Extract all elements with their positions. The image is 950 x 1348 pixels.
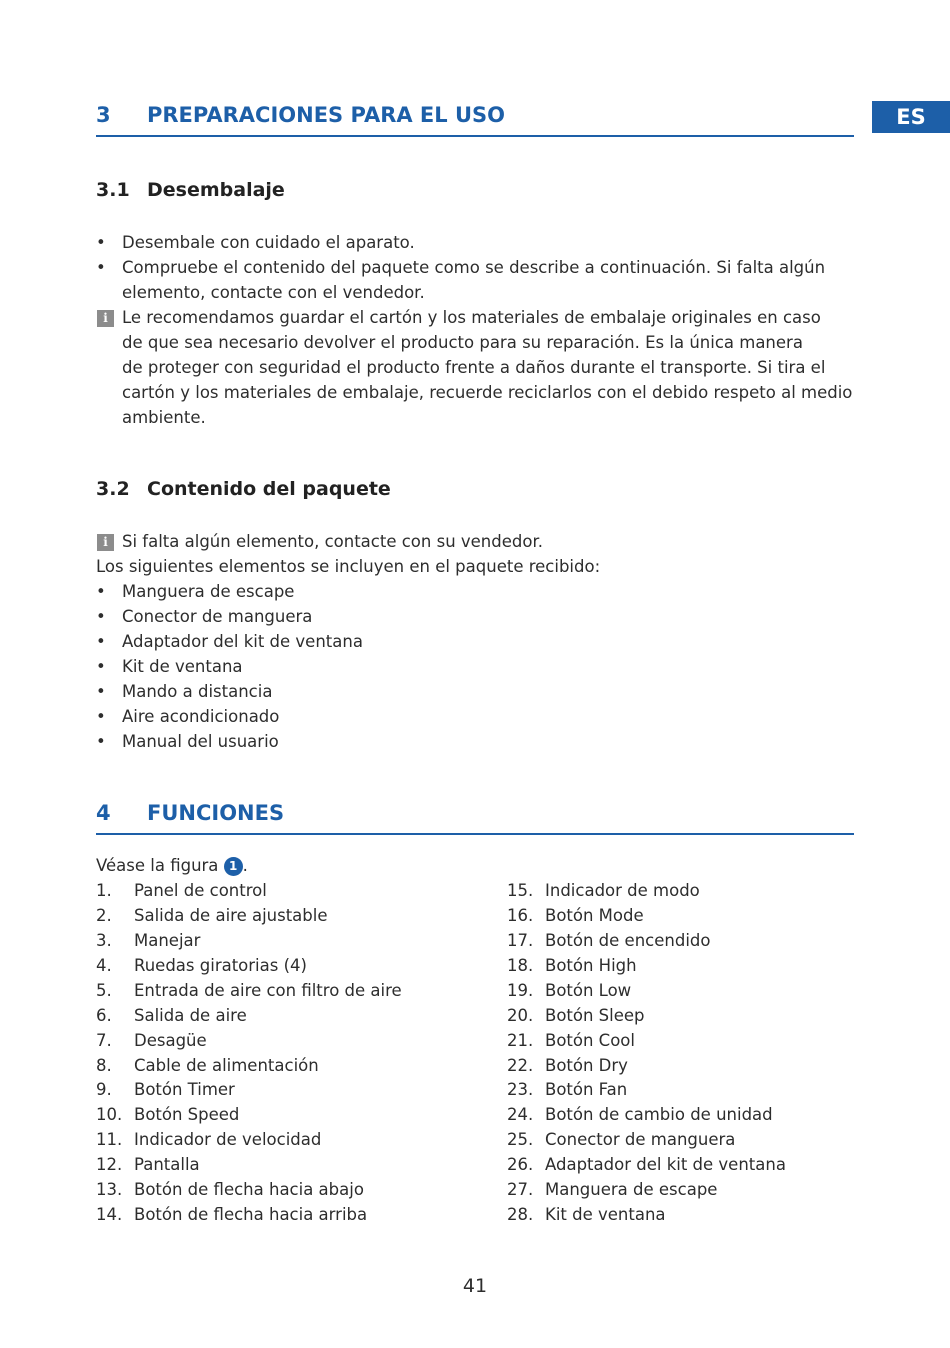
list-item: Kit de ventana xyxy=(122,657,243,676)
list-item-label: Salida de aire ajustable xyxy=(134,905,328,925)
bullet-dot-icon: • xyxy=(96,732,106,751)
list-item-label: Entrada de aire con filtro de aire xyxy=(134,980,402,1000)
list-item-number: 14. xyxy=(96,1205,123,1225)
list-item: Aire acondicionado xyxy=(122,707,280,726)
info-icon: i xyxy=(97,534,114,551)
list-item-number: 15. xyxy=(507,881,534,900)
paragraph: Los siguientes elementos se incluyen en el paquete recibido: xyxy=(96,557,601,576)
info-text: Le recomendamos guardar el cartón y los materiales de embalaje originales en caso xyxy=(122,308,821,327)
list-item-number: 4. xyxy=(96,955,112,975)
bullet-dot-icon: • xyxy=(96,682,106,701)
list-item-number: 13. xyxy=(96,1180,123,1200)
info-text: de que sea necesario devolver el producto para su reparación. Es la única manera xyxy=(122,333,803,352)
list-item-label: Manguera de escape xyxy=(545,1180,718,1200)
list-item-number: 26. xyxy=(507,1155,534,1175)
list-item-number: 6. xyxy=(96,1005,112,1025)
list-item-number: 8. xyxy=(96,1055,112,1075)
bullet-dot-icon: • xyxy=(96,258,106,277)
list-item: Mando a distancia xyxy=(122,682,273,701)
list-item: Conector de manguera xyxy=(122,607,313,626)
bullet-dot-icon: • xyxy=(96,607,106,626)
language-tab: ES xyxy=(872,101,950,133)
figure-number-badge: 1 xyxy=(224,857,243,876)
list-item-label: Panel de control xyxy=(134,881,267,900)
list-item: Adaptador del kit de ventana xyxy=(122,632,363,651)
section-heading-4 xyxy=(96,799,854,835)
list-item-number: 9. xyxy=(96,1080,112,1100)
bullet-dot-icon: • xyxy=(96,707,106,726)
list-item-number: 3. xyxy=(96,930,112,950)
section-title: PREPARACIONES PARA EL USO xyxy=(147,103,505,127)
list-item: Desembale con cuidado el aparato. xyxy=(122,233,415,252)
list-item-number: 5. xyxy=(96,980,112,1000)
list-item: Manguera de escape xyxy=(122,582,295,601)
subsection-number: 3.2 xyxy=(96,478,130,500)
list-item-continued: elemento, contacte con el vendedor. xyxy=(122,283,425,302)
list-item-label: Manejar xyxy=(134,930,201,950)
section-title: FUNCIONES xyxy=(147,801,285,825)
list-item-label: Botón de cambio de unidad xyxy=(545,1105,773,1125)
list-item-number: 17. xyxy=(507,930,534,950)
list-item-label: Botón Speed xyxy=(134,1105,240,1125)
list-item-label: Botón Dry xyxy=(545,1055,628,1075)
bullet-dot-icon: • xyxy=(96,632,106,651)
list-item-label: Botón Mode xyxy=(545,905,644,925)
list-item-number: 22. xyxy=(507,1055,534,1075)
list-item-number: 20. xyxy=(507,1005,534,1025)
figure-reference xyxy=(96,853,248,878)
figure-reference-suffix: . xyxy=(242,856,248,875)
list-item-label: Ruedas giratorias (4) xyxy=(134,955,307,975)
list-item-number: 1. xyxy=(96,881,112,900)
list-item-label: Botón de flecha hacia abajo xyxy=(134,1180,364,1200)
subsection-title: Contenido del paquete xyxy=(147,478,391,500)
list-item-label: Kit de ventana xyxy=(545,1205,666,1225)
list-item-label: Botón Timer xyxy=(134,1080,235,1100)
list-item-label: Botón Sleep xyxy=(545,1005,645,1025)
list-item-number: 10. xyxy=(96,1105,123,1125)
list-item-label: Salida de aire xyxy=(134,1005,247,1025)
info-icon: i xyxy=(97,310,114,327)
section-number: 4 xyxy=(96,801,111,825)
page-number: 41 xyxy=(462,1275,488,1297)
list-item-number: 21. xyxy=(507,1030,534,1050)
list-item-number: 16. xyxy=(507,905,534,925)
list-item-label: Botón Low xyxy=(545,980,632,1000)
list-item-number: 27. xyxy=(507,1180,534,1200)
info-text: cartón y los materiales de embalaje, recuerde reciclarlos con el debido respeto al medio xyxy=(122,383,853,402)
figure-reference-text: Véase la figura xyxy=(96,856,219,875)
list-item-label: Botón Cool xyxy=(545,1030,635,1050)
list-item: Compruebe el contenido del paquete como se describe a continuación. Si falta algún xyxy=(122,258,826,277)
list-item: Manual del usuario xyxy=(122,732,279,751)
list-item-label: Botón High xyxy=(545,955,637,975)
section-number: 3 xyxy=(96,103,111,127)
list-item-label: Desagüe xyxy=(134,1030,207,1050)
list-item-number: 28. xyxy=(507,1205,534,1225)
list-item-label: Botón Fan xyxy=(545,1080,628,1100)
list-item-number: 2. xyxy=(96,905,112,925)
section-heading-3 xyxy=(96,101,854,137)
list-item-label: Pantalla xyxy=(134,1155,200,1175)
subsection-title: Desembalaje xyxy=(147,179,285,201)
list-item-label: Botón de flecha hacia arriba xyxy=(134,1205,368,1225)
list-item-number: 11. xyxy=(96,1130,123,1150)
list-item-number: 7. xyxy=(96,1030,112,1050)
list-item-label: Conector de manguera xyxy=(545,1130,736,1150)
list-item-number: 25. xyxy=(507,1130,534,1150)
info-text: Si falta algún elemento, contacte con su vendedor. xyxy=(122,532,543,551)
subsection-number: 3.1 xyxy=(96,179,130,201)
list-item-number: 19. xyxy=(507,980,534,1000)
list-item-number: 24. xyxy=(507,1105,534,1125)
info-text: ambiente. xyxy=(122,408,206,427)
list-item-label: Indicador de velocidad xyxy=(134,1130,322,1150)
list-item-number: 23. xyxy=(507,1080,534,1100)
bullet-dot-icon: • xyxy=(96,582,106,601)
list-item-label: Adaptador del kit de ventana xyxy=(545,1155,786,1175)
list-item-number: 12. xyxy=(96,1155,123,1175)
bullet-dot-icon: • xyxy=(96,657,106,676)
list-item-number: 18. xyxy=(507,955,534,975)
info-text: de proteger con seguridad el producto frente a daños durante el transporte. Si tira el xyxy=(122,358,826,377)
list-item-label: Botón de encendido xyxy=(545,930,711,950)
list-item-label: Indicador de modo xyxy=(545,881,700,900)
list-item-label: Cable de alimentación xyxy=(134,1055,319,1075)
bullet-dot-icon: • xyxy=(96,233,106,252)
